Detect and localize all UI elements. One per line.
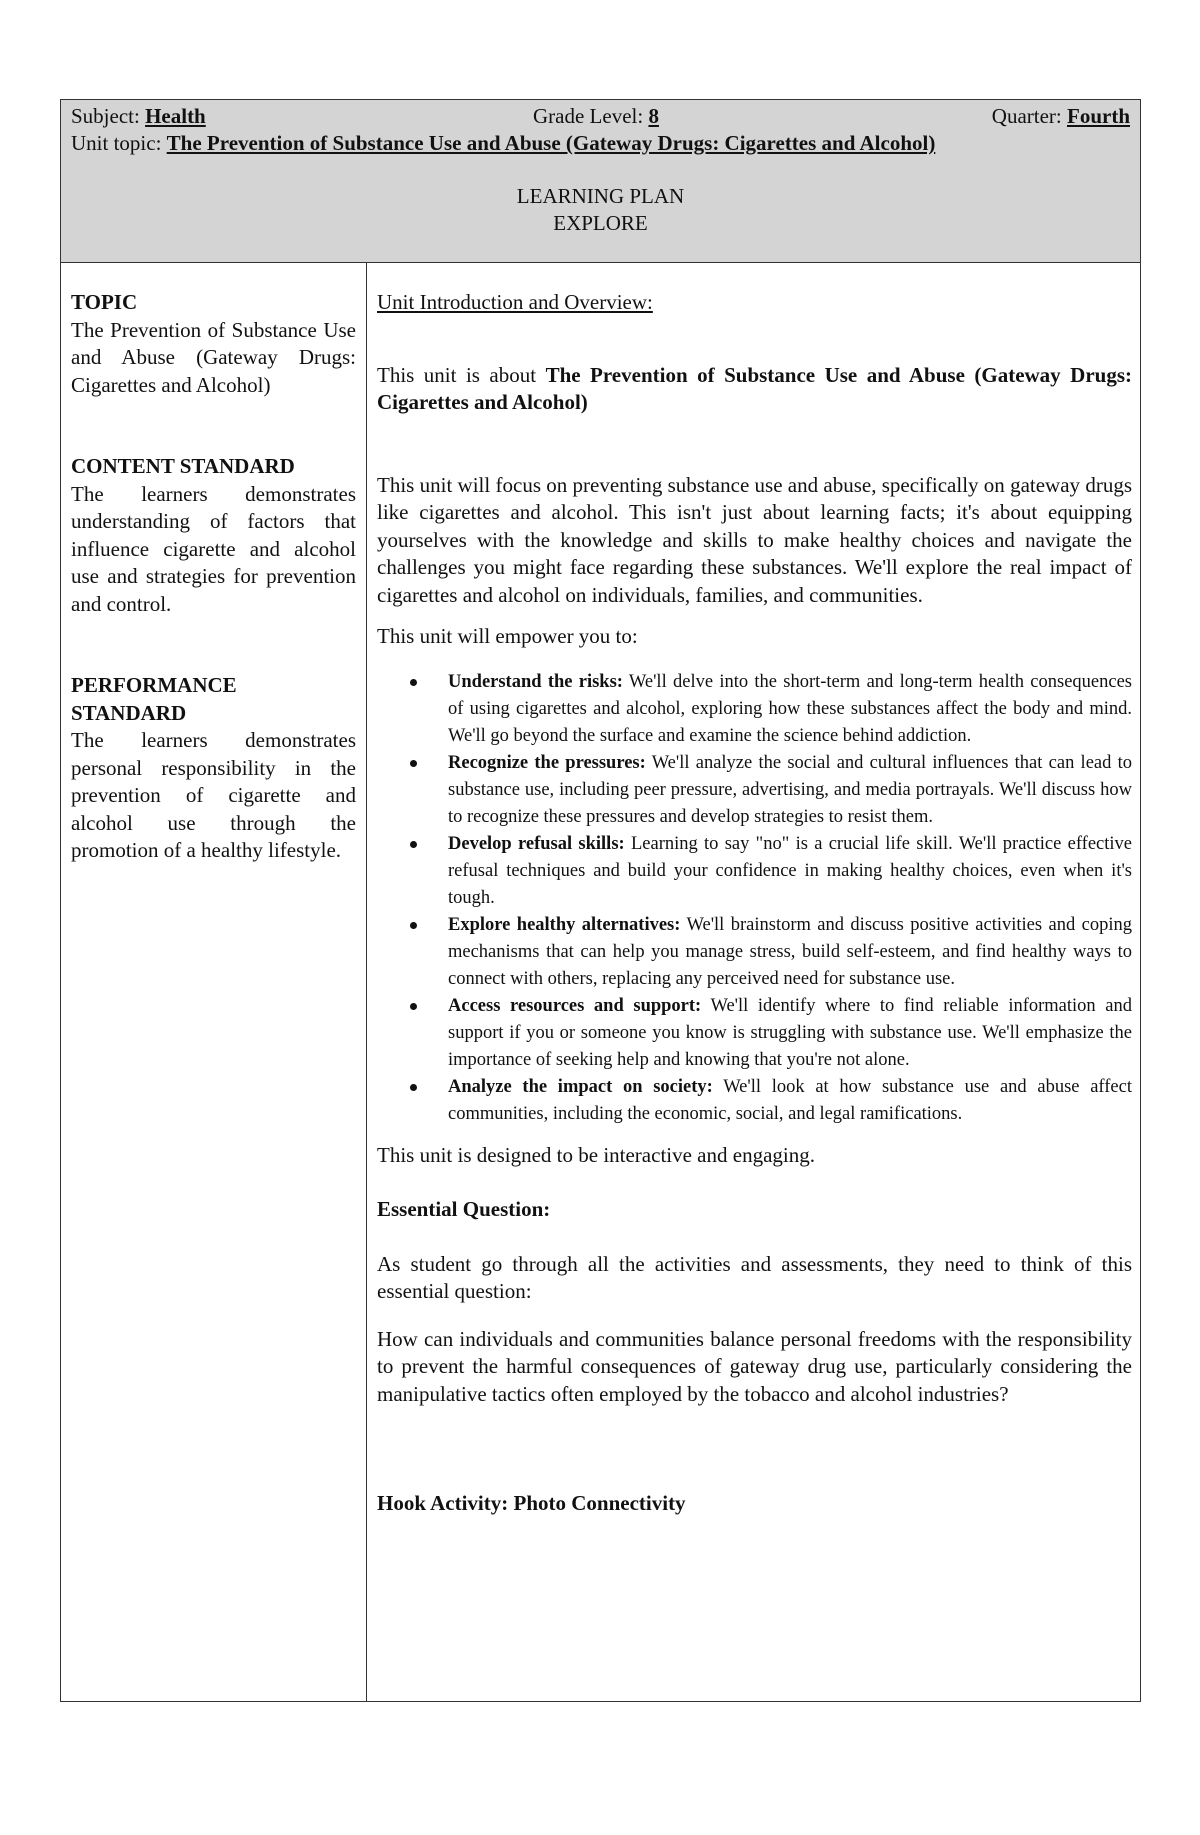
list-item — [377, 912, 1132, 993]
bullet-icon — [410, 922, 417, 929]
list-item — [377, 669, 1132, 750]
bullet-text: Learning to say "no" is a crucial life skill. We'll practice effective refusal techniques and build your confidence in making healthy choices, even when it's tough. — [448, 833, 1132, 908]
hook-activity-heading: Hook Activity: Photo Connectivity — [377, 1491, 686, 1515]
essential-question: How can individuals and communities balance personal freedoms with the responsibility to prevent the harmful consequences of gateway drug use, particularly considering the manipulative tactics often employed by the tobacco and alcohol industries? — [377, 1326, 1132, 1406]
interactive-line: This unit is designed to be interactive and engaging. — [377, 1142, 815, 1167]
quarter-label: Quarter: — [991, 104, 1062, 128]
list-item — [377, 993, 1132, 1074]
bullet-text: We'll delve into the short-term and long-term health consequences of using cigarettes and alcohol, exploring how these substances affect the body and mind. We'll go beyond the surface and examine the science behind addiction. — [448, 671, 1132, 746]
topic-text: The Prevention of Substance Use and Abuse (Gateway Drugs: Cigarettes and Alcohol) — [71, 317, 356, 397]
bullet-icon — [410, 1003, 417, 1010]
bullet-icon — [410, 841, 417, 848]
essential-question-heading: Essential Question: — [377, 1197, 551, 1221]
unit-topic-row — [71, 130, 1130, 156]
essential-intro: As student go through all the activities and assessments, they need to think of this essential question: — [377, 1251, 1132, 1303]
performance-standard-text: The learners demonstrates personal responsibility in the prevention of cigarette and alcohol use through the promotion of a healthy lifestyle. — [71, 728, 356, 862]
bullet-icon — [410, 760, 417, 767]
list-item — [377, 831, 1132, 912]
quarter-value: Fourth — [1067, 104, 1130, 128]
bullet-text: We'll analyze the social and cultural influences that can lead to substance use, including peer pressure, advertising, and media portrayals. We'll discuss how to recognize these pressures and develop strategies to resist them. — [448, 752, 1133, 827]
bullet-icon — [410, 679, 417, 686]
grade-label: Grade Level: — [533, 104, 644, 128]
bullet-title: Explore healthy alternatives: — [448, 914, 681, 935]
about-paragraph — [377, 362, 1132, 417]
subject-value: Health — [145, 104, 206, 128]
column-divider — [366, 262, 367, 1701]
plan-title-block — [61, 183, 1140, 237]
grade-value: 8 — [648, 104, 659, 128]
bullet-text: We'll brainstorm and discuss positive activities and coping mechanisms that can help you manage stress, build self-esteem, and find healthy ways to connect with others, replacing any perceived need for substance use. — [448, 914, 1132, 989]
bullet-text: We'll identify where to find reliable information and support if you or someone you know is struggling with substance use. We'll emphasize the importance of seeking help and knowing that you're not alone. — [448, 995, 1132, 1070]
bullet-title: Recognize the pressures: — [448, 752, 646, 773]
bullet-icon — [410, 1084, 417, 1091]
plan-header — [60, 99, 1141, 263]
plan-title: LEARNING PLAN — [516, 184, 685, 208]
about-prefix: This unit is about — [377, 362, 546, 387]
bullet-text: We'll look at how substance use and abuse affect communities, including the economic, social, and legal ramifications. — [448, 1076, 1132, 1124]
bullet-title: Access resources and support: — [448, 995, 702, 1016]
objectives-list — [377, 669, 1132, 1128]
performance-standard-heading: PERFORMANCE STANDARD — [71, 673, 237, 725]
left-column — [71, 289, 356, 865]
quarter-field — [992, 103, 1130, 129]
topic-section — [71, 289, 356, 399]
subject-label: Subject: — [71, 104, 140, 128]
bullet-title: Understand the risks: — [448, 671, 623, 692]
empower-line: This unit will empower you to: — [377, 624, 638, 648]
bullet-title: Analyze the impact on society: — [448, 1076, 713, 1097]
topic-heading: TOPIC — [71, 290, 138, 314]
about-bold: The Prevention of Substance Use and Abuse (Gateway Drugs: Cigarettes and Alcohol) — [377, 362, 1132, 414]
focus-paragraph: This unit will focus on preventing substance use and abuse, specifically on gateway drugs like cigarettes and alcohol. This isn't just about learning facts; it's about equipping yourselves with the knowledge and skills to make healthy choices and navigate the challenges you might face regarding these substances. We'll explore the real impact of cigarettes and alcohol on individuals, families, and communities. — [377, 472, 1132, 607]
unit-topic-value: The Prevention of Substance Use and Abuse (Gateway Drugs: Cigarettes and Alcohol) — [166, 131, 936, 155]
bullet-title: Develop refusal skills: — [448, 833, 625, 854]
grade-field — [533, 103, 659, 129]
plan-subtitle: EXPLORE — [553, 211, 648, 235]
list-item — [377, 1074, 1132, 1128]
performance-standard-section — [71, 672, 356, 865]
subject-field — [71, 103, 206, 129]
intro-heading: Unit Introduction and Overview: — [377, 290, 653, 314]
plan-body-table — [60, 262, 1141, 1702]
right-column — [377, 289, 1132, 1518]
content-standard-text: The learners demonstrates understanding of factors that influence cigarette and alcohol use and strategies for prevention and control. — [71, 481, 356, 616]
unit-topic-label: Unit topic: — [71, 131, 162, 155]
list-item — [377, 750, 1132, 831]
content-standard-heading: CONTENT STANDARD — [71, 454, 295, 478]
content-standard-section — [71, 453, 356, 618]
